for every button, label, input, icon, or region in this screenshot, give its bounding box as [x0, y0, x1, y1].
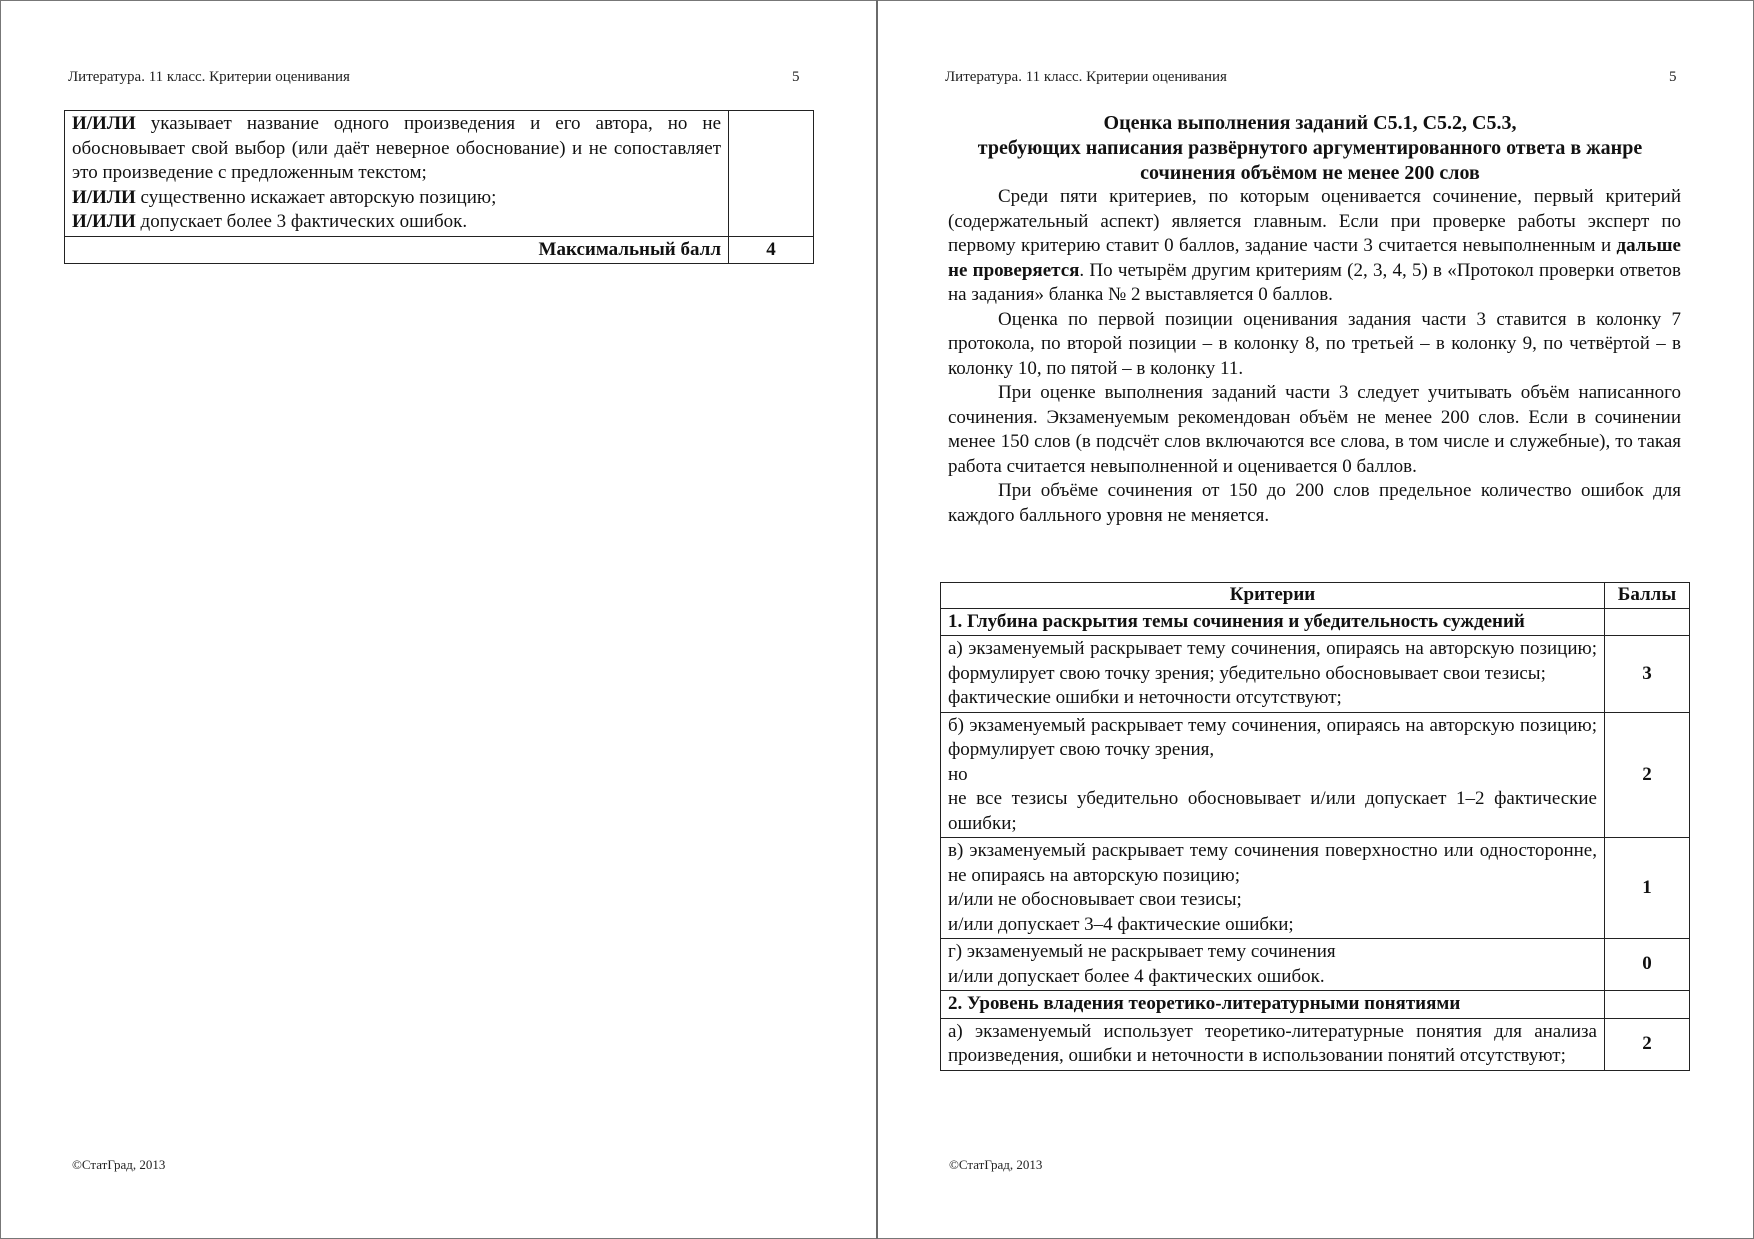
heading-line-2: требующих написания развёрнутого аргументированного ответа в жанре сочинения объёмом не менее 200 слов — [977, 137, 1643, 184]
criterion-row: б) экзаменуемый раскрывает тему сочинения, опираясь на авторскую позицию; формулирует свою точку зрения, но не все тезисы убедительно обосновывает и/или допускает 1–2 фактические ошибки; — [941, 712, 1605, 838]
points-value: 1 — [1605, 838, 1690, 939]
criterion-2-title: 2. Уровень владения теоретико-литературными понятиями — [941, 991, 1605, 1019]
page-number: 5 — [1669, 69, 1677, 85]
page-number: 5 — [792, 69, 800, 85]
header-points: Баллы — [1605, 583, 1690, 609]
max-score-value: 4 — [729, 236, 814, 264]
criterion-row: а) экзаменуемый использует теоретико-литературные понятия для анализа произведения, ошибки и неточности в использовании понятий отсутствуют; — [941, 1018, 1605, 1070]
footer-copyright: ©СтатГрад, 2013 — [72, 1157, 166, 1172]
paragraph-2: Оценка по первой позиции оценивания задания части 3 ставится в колонку 7 протокола, по второй позиции – в колонку 8, по третьей – в колонку 9, по четвёртой – в колонку 10, по пятой – в колонку 11. — [948, 308, 1681, 379]
criteria-cell: И/ИЛИ указывает название одного произведения и его автора, но не обосновывает свой выбор (или даёт неверное обоснование) и не сопоставляет это произведение с предложенным текстом; И/ИЛИ существенно искажает авторскую позицию; И/ИЛИ допускает более 3 фактических ошибок. — [65, 111, 729, 237]
intro-text — [948, 185, 1681, 528]
criteria-table — [940, 582, 1690, 1071]
points-value: 0 — [1605, 939, 1690, 991]
paragraph-1: Среди пяти критериев, по которым оценивается сочинение, первый критерий (содержательный аспект) является главным. Если при проверке работы эксперт по первому критерию ставит 0 баллов, задание части 3 считается невыполненным и дальше не проверяется. По четырём другим критериям (2, 3, 4, 5) в «Протокол проверки ответов на задания» бланка № 2 выставляется 0 баллов. — [948, 186, 1681, 305]
paragraph-3: При оценке выполнения заданий части 3 следует учитывать объём написанного сочинения. Экзаменуемым рекомендован объём не менее 200 слов. Если в сочинении менее 150 слов (в подсчёт слов включаются все слова, в том числе и служебные), то такая работа считается невыполненной и оценивается 0 баллов. — [948, 382, 1681, 477]
points-value: 3 — [1605, 636, 1690, 713]
running-title: Литература. 11 класс. Критерии оценивания — [945, 69, 1227, 85]
criteria-table-continued — [64, 110, 814, 264]
points-value: 2 — [1605, 712, 1690, 838]
header-criteria: Критерии — [941, 583, 1605, 609]
heading-line-1: Оценка выполнения заданий С5.1, С5.2, С5.3, — [1103, 112, 1517, 134]
section-heading — [940, 111, 1680, 186]
points-cell-empty — [1605, 608, 1690, 636]
points-value: 2 — [1605, 1018, 1690, 1070]
footer-copyright: ©СтатГрад, 2013 — [949, 1157, 1043, 1172]
max-score-label: Максимальный балл — [65, 236, 729, 264]
criterion-row: г) экзаменуемый не раскрывает тему сочинения и/или допускает более 4 фактических ошибок. — [941, 939, 1605, 991]
criterion-1-title: 1. Глубина раскрытия темы сочинения и убедительность суждений — [941, 608, 1605, 636]
paragraph-4: При объёме сочинения от 150 до 200 слов предельное количество ошибок для каждого балльного уровня не меняется. — [948, 480, 1681, 526]
running-title: Литература. 11 класс. Критерии оценивания — [68, 69, 350, 85]
criterion-row: а) экзаменуемый раскрывает тему сочинения, опираясь на авторскую позицию; формулирует свою точку зрения; убедительно обосновывает свои тезисы; фактические ошибки и неточности отсутствуют; — [941, 636, 1605, 713]
points-cell-empty — [1605, 991, 1690, 1019]
points-cell-empty — [729, 111, 814, 237]
criterion-row: в) экзаменуемый раскрывает тему сочинения поверхностно или односторонне, не опираясь на авторскую позицию; и/или не обосновывает свои тезисы; и/или допускает 3–4 фактические ошибки; — [941, 838, 1605, 939]
